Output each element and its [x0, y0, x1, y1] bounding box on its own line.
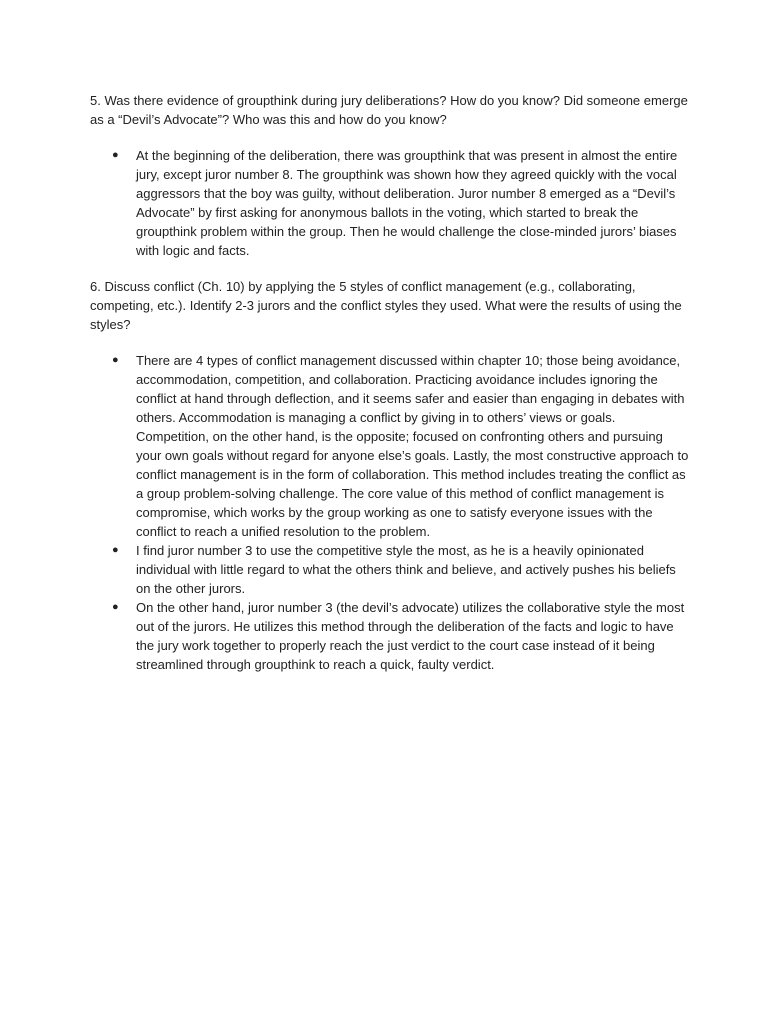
section-divider: [90, 260, 690, 277]
answer-list-6: [90, 351, 690, 674]
answer-bullet: [90, 541, 690, 598]
answer-text: At the beginning of the deliberation, there was groupthink that was present in almost the entire jury, except juror number 8. The groupthink was shown how they agreed quickly with the vocal aggressors that the boy was guilty, without deliberation. Juror number 8 emerged as a “Devil’s Advocate” by first asking for anonymous ballots in the voting, which started to break the groupthink problem within the group. Then he would challenge the close-minded jurors’ biases with logic and facts.: [136, 148, 678, 258]
question-6: 6. Discuss conflict (Ch. 10) by applying the 5 styles of conflict management (e.g., collaborating, competing, etc.). Identify 2-3 jurors and the conflict styles they used. What were the results of using the styles?: [90, 279, 682, 332]
question-5: 5. Was there evidence of groupthink during jury deliberations? How do you know? Did someone emerge as a “Devil’s Advocate”? Who was this and how do you know?: [90, 93, 688, 127]
answer-list-5: [90, 146, 690, 260]
answer-text: On the other hand, juror number 3 (the devil’s advocate) utilizes the collaborative style the most out of the jurors. He utilizes this method through the deliberation of the facts and logic to have the jury work together to properly reach the just verdict to the court case instead of it being streamlined through groupthink to reach a quick, faulty verdict.: [136, 600, 685, 672]
bullet-icon: ●: [112, 354, 119, 366]
answer-bullet: [90, 598, 690, 674]
answer-text: I find juror number 3 to use the competitive style the most, as he is a heavily opinionated individual with little regard to what the others think and believe, and actively pushes his beliefs on the other jurors.: [136, 543, 676, 596]
bullet-icon: ●: [112, 544, 119, 556]
answer-bullet: [90, 146, 690, 260]
bullet-icon: ●: [112, 149, 119, 161]
document-body: [90, 91, 690, 674]
bullet-icon: ●: [112, 601, 119, 613]
answer-bullet: [90, 351, 690, 541]
answer-text: There are 4 types of conflict management discussed within chapter 10; those being avoidance, accommodation, competition, and collaboration. Practicing avoidance includes ignoring the conflict at hand through deflection, and it seems safer and easier than engaging in debates with others. Accommodation is managing a conflict by giving in to others’ views or goals. Competition, on the other hand, is the opposite; focused on confronting others and pursuing your own goals without regard for anyone else’s goals. Lastly, the most constructive approach to conflict management is in the form of collaboration. This method includes treating the conflict as a group problem-solving challenge. The core value of this method of conflict management is compromise, which works by the group working as one to satisfy everyone issues with the conflict to reach a unified resolution to the problem.: [136, 353, 689, 539]
